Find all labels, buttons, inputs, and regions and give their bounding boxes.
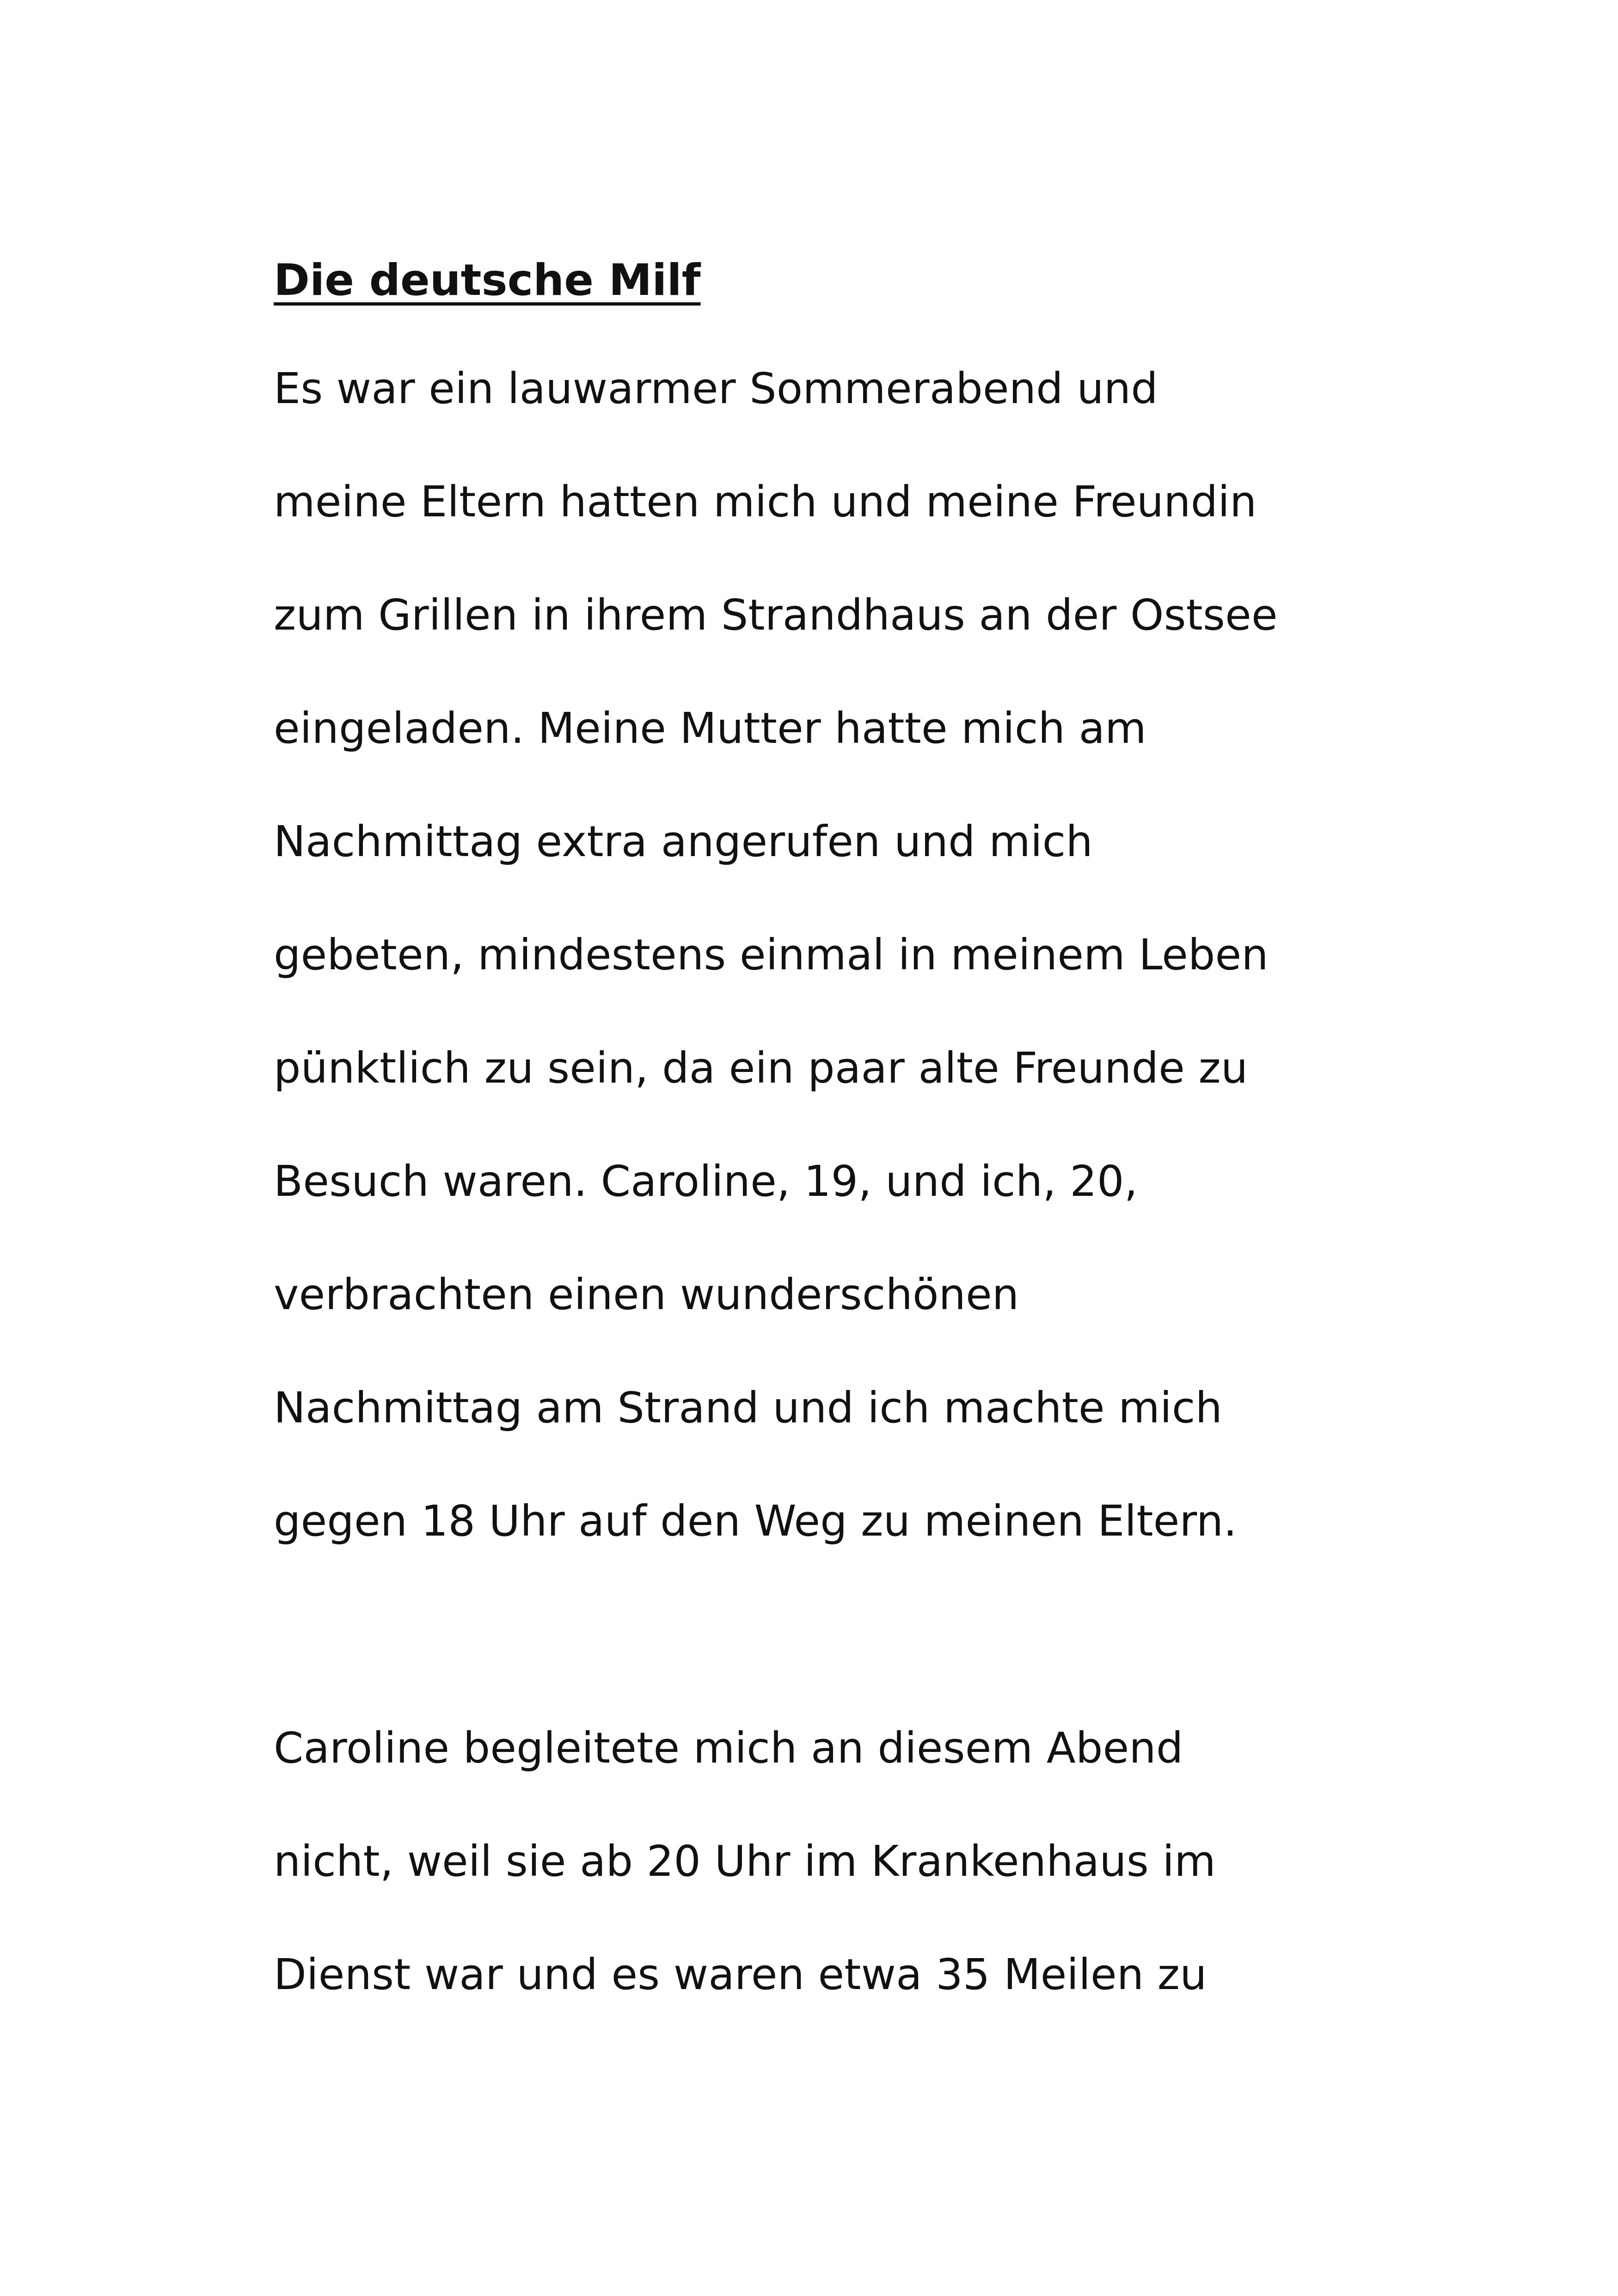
document-content <box>274 255 1429 2031</box>
paragraph-line: zum Grillen in ihrem Strandhaus an der Ostsee <box>274 590 1278 640</box>
paragraph-line: meine Eltern hatten mich und meine Freundin <box>274 477 1257 527</box>
paragraph-line: Es war ein lauwarmer Sommerabend und <box>274 364 1158 413</box>
paragraph-line: eingeladen. Meine Mutter hatte mich am <box>274 704 1146 753</box>
document-title: Die deutsche Milf <box>274 255 701 306</box>
paragraph-1 <box>274 332 1429 1578</box>
paragraph-line: Caroline begleitete mich an diesem Abend <box>274 1723 1183 1773</box>
paragraph-line: Dienst war und es waren etwa 35 Meilen zu <box>274 1950 1207 1999</box>
paragraph-2 <box>274 1691 1429 2031</box>
paragraph-line: verbrachten einen wunderschönen <box>274 1270 1019 1319</box>
paragraph-line: gegen 18 Uhr auf den Weg zu meinen Eltern. <box>274 1496 1237 1546</box>
paragraph-line: gebeten, mindestens einmal in meinem Leben <box>274 930 1269 980</box>
paragraph-line: nicht, weil sie ab 20 Uhr im Krankenhaus im <box>274 1837 1216 1886</box>
paragraph-line: Nachmittag extra angerufen und mich <box>274 817 1093 866</box>
paragraph-line: Nachmittag am Strand und ich machte mich <box>274 1383 1223 1433</box>
paragraph-line: Besuch waren. Caroline, 19, und ich, 20, <box>274 1157 1138 1206</box>
paragraph-line: pünktlich zu sein, da ein paar alte Freunde zu <box>274 1043 1248 1093</box>
